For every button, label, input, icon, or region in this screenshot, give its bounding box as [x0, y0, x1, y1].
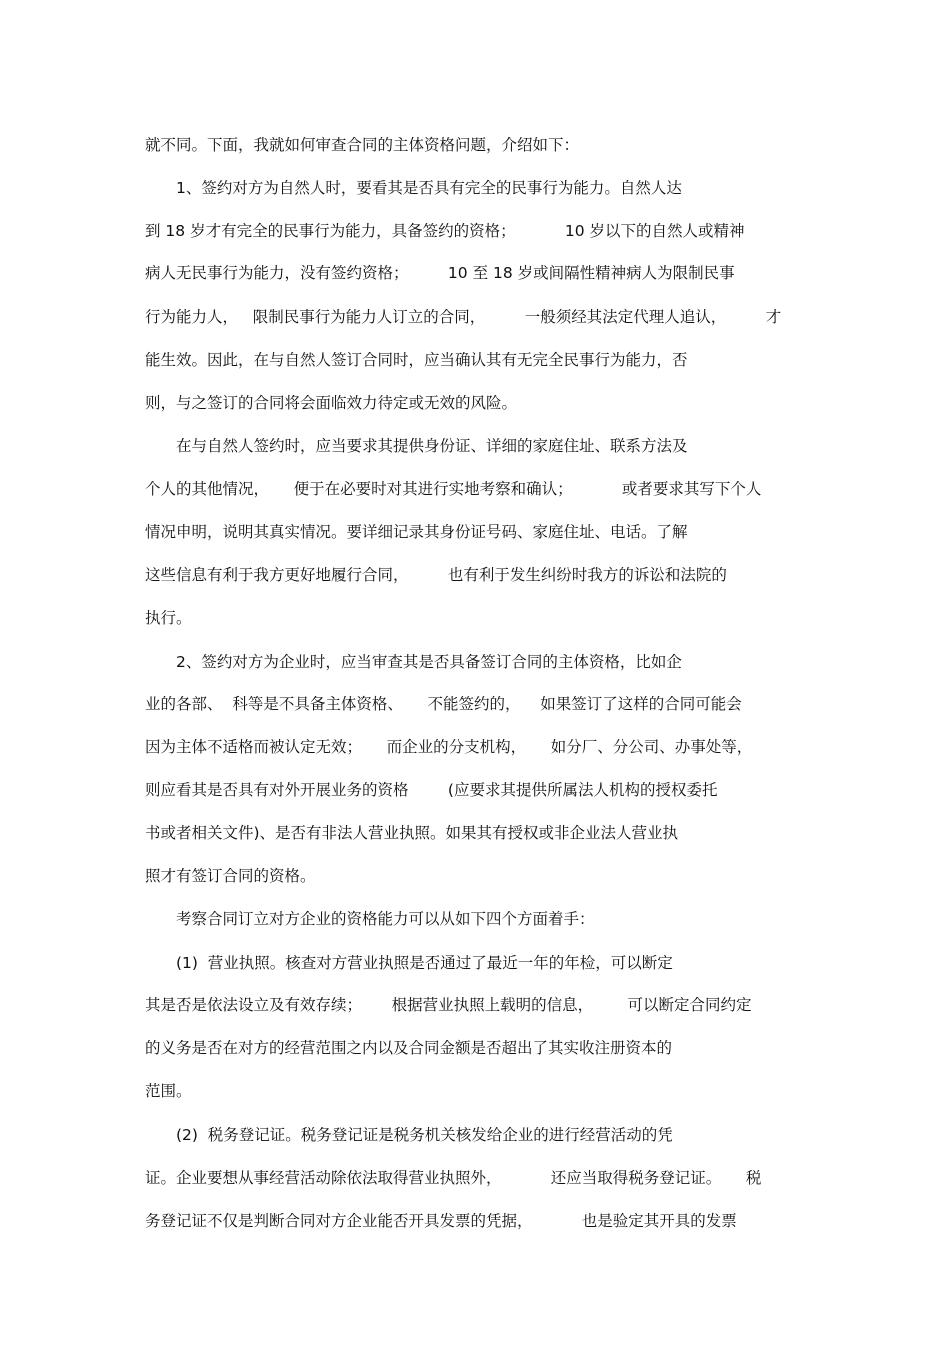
text-line: 书或者相关文件)、是否有非法人营业执照。如果其有授权或非企业法人营业执 [145, 824, 679, 842]
text-line: 范围。 [145, 1082, 192, 1100]
text-line: 行为能力人， 限制民事行为能力人订立的合同， 一般须经其法定代理人追认， 才 [145, 308, 782, 326]
text-line: 就不同。下面，我就如何审查合同的主体资格问题，介绍如下： [145, 136, 580, 154]
text-line: 个人的其他情况， 便于在必要时对其进行实地考察和确认； 或者要求其写下个人 [145, 480, 762, 498]
text-line: (1) 营业执照。核查对方营业执照是否通过了最近一年的年检，可以断定 [176, 954, 673, 972]
text-line: 因为主体不适格而被认定无效； 而企业的分支机构， 如分厂、分公司、办事处等， [145, 738, 753, 756]
text-line: 这些信息有利于我方更好地履行合同， 也有利于发生纠纷时我方的诉讼和法院的 [145, 566, 727, 584]
text-line: 其是否是依法设立及有效存续； 根据营业执照上载明的信息， 可以断定合同约定 [145, 996, 752, 1014]
text-line: 执行。 [145, 609, 192, 627]
text-line: 务登记证不仅是判断合同对方企业能否开具发票的凭据， 也是验定其开具的发票 [145, 1212, 737, 1230]
text-line: 考察合同订立对方企业的资格能力可以从如下四个方面着手： [176, 910, 595, 928]
text-line: 的义务是否在对方的经营范围之内以及合同金额是否超出了其实收注册资本的 [145, 1039, 673, 1057]
text-line: 照才有签订合同的资格。 [145, 867, 316, 885]
text-line: 在与自然人签约时，应当要求其提供身份证、详细的家庭住址、联系方法及 [176, 437, 688, 455]
text-line: 情况申明，说明其真实情况。要详细记录其身份证号码、家庭住址、电话。了解 [145, 523, 688, 541]
text-line: 则应看其是否具有对外开展业务的资格 (应要求其提供所属法人机构的授权委托 [145, 781, 718, 799]
text-line: (2) 税务登记证。税务登记证是税务机关核发给企业的进行经营活动的凭 [176, 1126, 673, 1144]
text-line: 则，与之签订的合同将会面临效力待定或无效的风险。 [145, 394, 518, 412]
text-line: 业的各部、 科等是不具备主体资格、 不能签约的， 如果签订了这样的合同可能会 [145, 695, 742, 713]
text-line: 证。企业要想从事经营活动除依法取得营业执照外， 还应当取得税务登记证。 税 [145, 1169, 762, 1187]
text-line: 到 18 岁才有完全的民事行为能力，具备签约的资格； 10 岁以下的自然人或精神 [145, 222, 745, 240]
text-line: 能生效。因此，在与自然人签订合同时，应当确认其有无完全民事行为能力，否 [145, 351, 688, 369]
text-line: 2、签约对方为企业时，应当审查其是否具备签订合同的主体资格，比如企 [176, 653, 682, 671]
text-line: 病人无民事行为能力，没有签约资格； 10 至 18 岁或间隔性精神病人为限制民事 [145, 264, 735, 282]
text-line: 1、签约对方为自然人时，要看其是否具有完全的民事行为能力。自然人达 [176, 179, 682, 197]
